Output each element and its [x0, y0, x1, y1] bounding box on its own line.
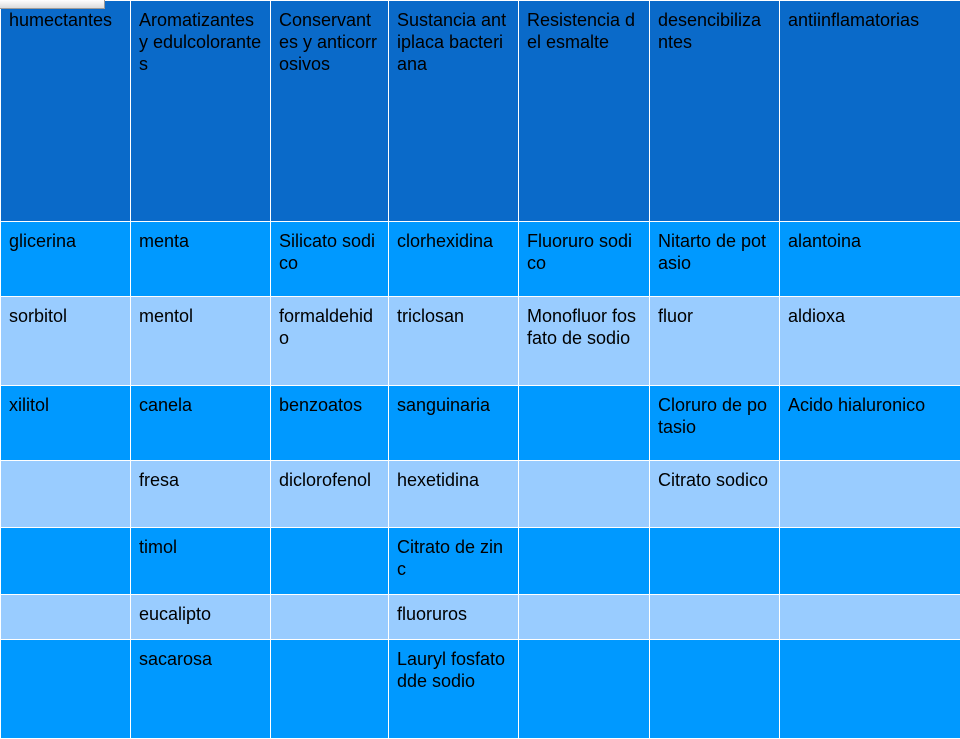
table-cell [650, 528, 780, 595]
table-cell: Citrato de zinc [389, 528, 519, 595]
table-cell: Silicato sodico [271, 222, 389, 297]
table-cell [1, 640, 131, 739]
table-cell: formaldehido [271, 297, 389, 386]
table-cell [519, 461, 650, 528]
table-row [1, 222, 960, 297]
table-cell: Acido hialuronico [780, 386, 960, 461]
header-cell: humectantes [1, 1, 131, 222]
table-cell [650, 640, 780, 739]
header-cell: Aromatizantes y edulcolorantes [131, 1, 271, 222]
table-cell: canela [131, 386, 271, 461]
table-cell: mentol [131, 297, 271, 386]
table-cell [271, 595, 389, 640]
table-cell: Lauryl fosfato dde sodio [389, 640, 519, 739]
table-cell: sacarosa [131, 640, 271, 739]
table-cell [780, 595, 960, 640]
header-cell: Sustancia antiplaca bacteriana [389, 1, 519, 222]
table-cell [519, 528, 650, 595]
table-cell [519, 640, 650, 739]
table-cell: alantoina [780, 222, 960, 297]
table-header-row [1, 1, 960, 222]
header-cell: antiinflamatorias [780, 1, 960, 222]
table-cell: fresa [131, 461, 271, 528]
table-cell: timol [131, 528, 271, 595]
table-cell: aldioxa [780, 297, 960, 386]
table-cell: clorhexidina [389, 222, 519, 297]
table-cell [519, 386, 650, 461]
table-cell: eucalipto [131, 595, 271, 640]
header-cell: Resistencia del esmalte [519, 1, 650, 222]
table-row [1, 640, 960, 739]
table-cell: glicerina [1, 222, 131, 297]
table-cell [780, 528, 960, 595]
table-cell: hexetidina [389, 461, 519, 528]
table-cell: fluor [650, 297, 780, 386]
table-row [1, 297, 960, 386]
table-cell [780, 640, 960, 739]
table-cell: sorbitol [1, 297, 131, 386]
table-cell [271, 528, 389, 595]
table-cell: Nitarto de potasio [650, 222, 780, 297]
table-cell: Cloruro de potasio [650, 386, 780, 461]
table-cell: diclorofenol [271, 461, 389, 528]
table-row [1, 386, 960, 461]
table-cell [519, 595, 650, 640]
table-cell: triclosan [389, 297, 519, 386]
table-row [1, 595, 960, 640]
table-cell: Monofluor fosfato de sodio [519, 297, 650, 386]
table-cell [1, 461, 131, 528]
table-cell: Fluoruro sodico [519, 222, 650, 297]
table-cell: Citrato sodico [650, 461, 780, 528]
table-cell [780, 461, 960, 528]
slide-tab [0, 0, 105, 9]
table-cell [650, 595, 780, 640]
table-cell [271, 640, 389, 739]
table-cell [1, 595, 131, 640]
table-cell: menta [131, 222, 271, 297]
table-cell: fluoruros [389, 595, 519, 640]
table-cell: sanguinaria [389, 386, 519, 461]
table-cell: benzoatos [271, 386, 389, 461]
table-cell [1, 528, 131, 595]
table-row [1, 528, 960, 595]
header-cell: desencibilizantes [650, 1, 780, 222]
table-cell: xilitol [1, 386, 131, 461]
header-cell: Conservantes y anticorrosivos [271, 1, 389, 222]
table-row [1, 461, 960, 528]
